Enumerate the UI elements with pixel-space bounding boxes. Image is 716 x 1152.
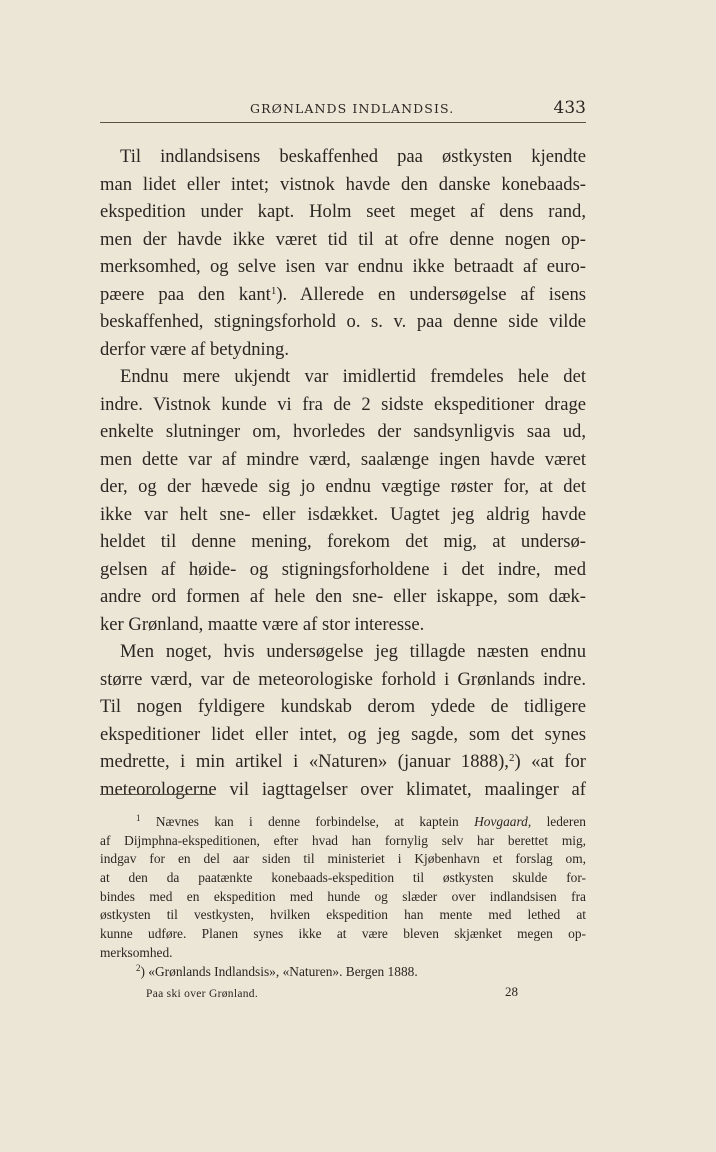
text-segment: medrette, i min artikel i «Naturen» (januar 1888),: [100, 751, 509, 772]
text-line: man lidet eller intet; vistnok havde den danske konebaads-: [100, 173, 586, 195]
text-line: men der havde ikke været tid til at ofre denne nogen op-: [100, 228, 586, 250]
text-line: større værd, var de meteorologiske forhold i Grønlands indre.: [100, 668, 586, 690]
running-title: GRØNLANDS INDLANDSIS.: [250, 101, 455, 116]
text-segment: ) «at for: [514, 751, 586, 772]
running-head: [100, 98, 586, 122]
footnote-1: [100, 813, 586, 832]
text-line: men dette var af mindre værd, saalænge ingen havde været: [100, 448, 586, 470]
text-line: Til indlandsisens beskaffenhed paa østkysten kjendte: [120, 146, 586, 167]
text-segment: pæere paa den kant: [100, 283, 271, 305]
footnote-name: Hovgaard,: [474, 814, 532, 829]
text-line: Til nogen fyldigere kundskab derom ydede de tidligere: [100, 696, 586, 717]
footnote-rule: [100, 794, 212, 795]
text-line: ekspeditioner lidet eller intet, og jeg sagde, som det synes: [100, 723, 586, 745]
text-line: enkelte slutninger om, hvorledes der sandsynligvis saa ud,: [100, 421, 586, 442]
body-text: [100, 143, 586, 803]
footnote-line: indgav for en del aar siden til ministeriet i Kjøbenhavn et forslag om,: [100, 851, 586, 867]
footnote-line: af Dijmphna-ekspeditionen, efter hvad han fornylig selv har berettet mig,: [100, 832, 586, 848]
page-number: 433: [553, 98, 586, 118]
text-line: der, og der hævede sig jo endnu vægtige røster for, at det: [100, 476, 586, 497]
text-line: heldet til denne mening, forekom det mig, at undersø-: [100, 531, 586, 552]
text-line: [100, 281, 586, 309]
footnote-2: [100, 963, 586, 982]
text-line: Endnu mere ukjendt var imidlertid fremdeles hele det: [120, 366, 586, 387]
text-line: andre ord formen af hele den sne- eller iskappe, som dæk-: [100, 586, 586, 607]
footnote-line: østkysten til vestkysten, hvilken ekspedition han mente med lethed at: [100, 907, 586, 923]
sheet-number: 28: [505, 984, 518, 999]
text-line: indre. Vistnok kunde vi fra de 2 sidste ekspeditioner drage: [100, 393, 586, 415]
footnotes: [100, 813, 586, 981]
footnote-line: merksomhed.: [100, 944, 173, 960]
footnote-line: kunne udføre. Planen synes ikke at være bleven skjænket megen op-: [100, 926, 586, 942]
text-line: Men noget, hvis undersøgelse jeg tillagde næsten endnu: [120, 641, 586, 662]
footnote-line: at den da paatænkte konebaads-ekspedition til østkysten skulde for-: [100, 870, 586, 886]
footnote-mark: 1: [136, 813, 141, 823]
text-segment: Nævnes kan i denne forbindelse, at kaptein: [155, 814, 475, 829]
text-line: ikke var helt sne- eller isdækket. Uagtet jeg aldrig havde: [100, 503, 586, 525]
text-line: meteorologerne vil iagttagelser over klimatet, maalinger af: [100, 778, 586, 800]
footnote-ref-2[interactable]: 2: [508, 752, 515, 764]
text-segment: lederen: [531, 814, 586, 829]
text-line: ekspedition under kapt. Holm seet meget af dens rand,: [100, 201, 586, 222]
header-rule: [100, 122, 586, 123]
text-line: [100, 748, 586, 776]
footnote-mark: 2: [136, 962, 141, 973]
text-line: beskaffenhed, stigningsforhold o. s. v. paa denne side vilde: [100, 311, 586, 332]
text-segment: ) «Grønlands Indlandsis», «Naturen». Bergen 1888.: [140, 963, 418, 979]
text-segment: ). Allerede en undersøgelse af isens: [276, 283, 586, 305]
signature-line: Paa ski over Grønland.: [146, 988, 258, 1000]
text-line: derfor være af betydning.: [100, 338, 289, 360]
footnote-ref-1[interactable]: 1: [270, 284, 277, 297]
text-line: gelsen af høide- og stigningsforholdene i det indre, med: [100, 558, 586, 580]
text-line: ker Grønland, maatte være af stor interesse.: [100, 613, 425, 635]
footnote-line: bindes med en ekspedition med hunde og slæder over indlandsisen fra: [100, 888, 586, 904]
text-line: merksomhed, og selve isen var endnu ikke betraadt af euro-: [100, 256, 586, 277]
